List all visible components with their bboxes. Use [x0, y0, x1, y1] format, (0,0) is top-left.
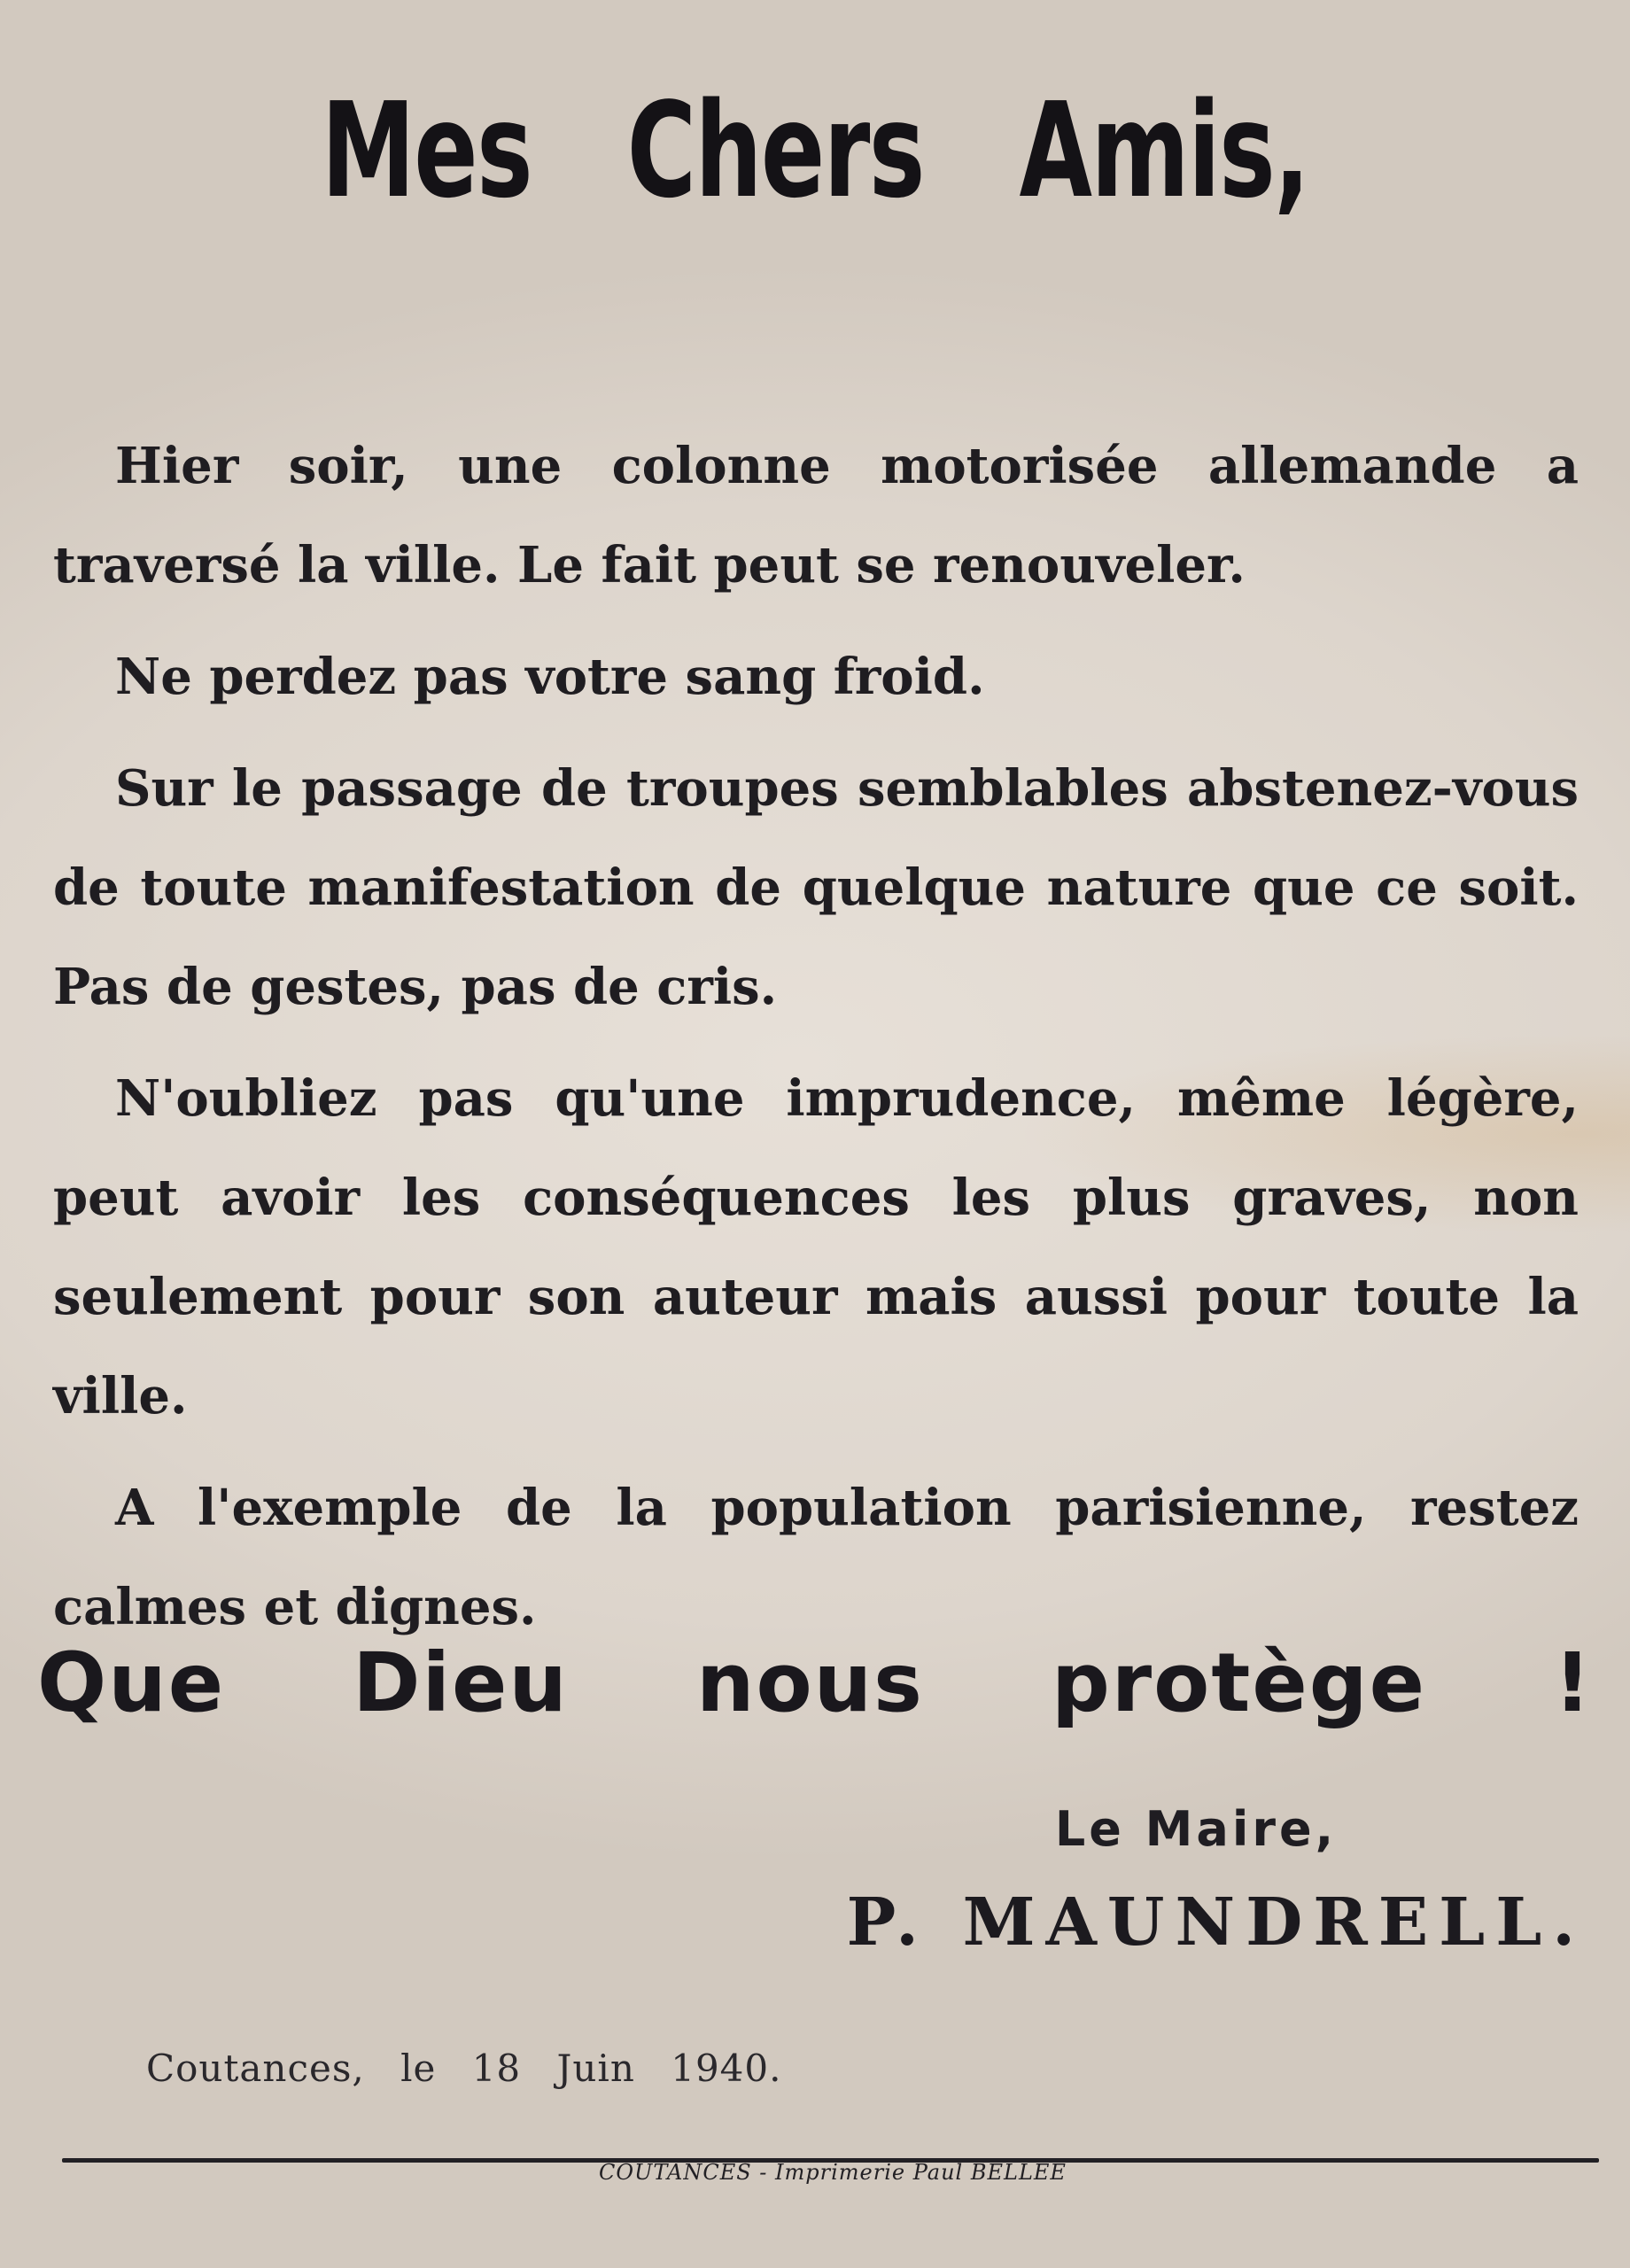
printer-imprint: COUTANCES - Imprimerie Paul BELLÉE [599, 2160, 1067, 2185]
paragraph-4: N'oubliez pas qu'une imprudence, même légère, peut avoir les conséquences les plus graves, non seulement pour son auteur mais aussi pour toute la ville. [53, 1069, 1579, 1425]
signature-title: Le Maire, [1054, 1801, 1338, 1857]
signature-name: P. MAUNDRELL. [846, 1884, 1586, 1961]
paragraph-2: Ne perdez pas votre sang froid. [115, 648, 985, 706]
closing-line: Que Dieu nous protège ! [37, 1635, 1593, 1730]
paragraph-5: A l'exemple de la population parisienne, restez calmes et dignes. [53, 1479, 1579, 1636]
paragraph-1: Hier soir, une colonne motorisée allemande a traversé la ville. Le fait peut se renouveler. [53, 437, 1579, 594]
headline: Mes Chers Amis, [321, 74, 1309, 227]
body-text [53, 416, 1579, 1657]
date-line: Coutances, le 18 Juin 1940. [146, 2047, 782, 2090]
paragraph-3: Sur le passage de troupes semblables abstenez-vous de toute manifestation de quelque nature que ce soit. Pas de gestes, pas de cris. [53, 759, 1579, 1016]
